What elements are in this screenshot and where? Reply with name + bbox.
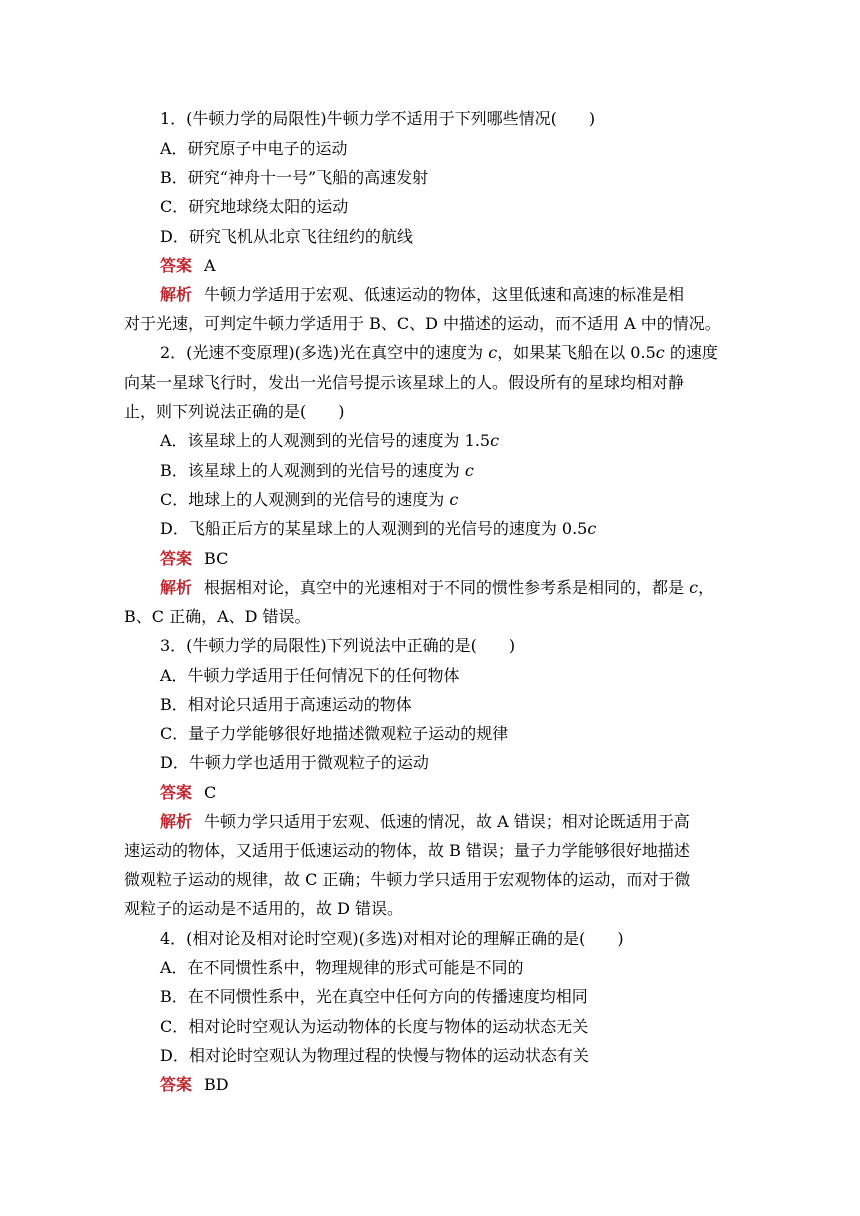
q3-stem-line-1: 3．(牛顿力学的局限性)下列说法中正确的是( ) bbox=[160, 636, 516, 655]
q2-stem-line-2: 向某一星球飞行时，发出一光信号提示该星球上的人。假设所有的星球均相对静 bbox=[124, 373, 685, 392]
q3-option-b: B．相对论只适用于高速运动的物体 bbox=[160, 695, 412, 714]
q3-analysis-line-1 bbox=[160, 811, 690, 833]
analysis-label: 解析 bbox=[160, 812, 193, 831]
q4-option-d: D．相对论时空观认为物理过程的快慢与物体的运动状态有关 bbox=[160, 1046, 589, 1065]
q4-answer bbox=[160, 1074, 229, 1096]
q3-option-c: C．量子力学能够很好地描述微观粒子运动的规律 bbox=[160, 724, 509, 743]
q2-option-a: A．该星球上的人观测到的光信号的速度为 1.5c bbox=[160, 431, 500, 450]
q1-option-b: B．研究“神舟十一号”飞船的高速发射 bbox=[160, 168, 429, 187]
q2-analysis-line-2: B、C 正确，A、D 错误。 bbox=[124, 607, 311, 626]
answer-value: A bbox=[204, 256, 216, 275]
variable-c: c bbox=[689, 578, 699, 597]
variable-c: c bbox=[490, 431, 500, 450]
variable-c: c bbox=[587, 519, 597, 538]
variable-c: c bbox=[655, 343, 665, 362]
answer-label: 答案 bbox=[160, 256, 193, 275]
analysis-label: 解析 bbox=[160, 285, 193, 304]
q3-analysis-line-4: 观粒子的运动是不适用的，故 D 错误。 bbox=[124, 899, 404, 918]
answer-label: 答案 bbox=[160, 549, 193, 568]
q3-answer bbox=[160, 782, 216, 804]
q3-option-d: D．牛顿力学也适用于微观粒子的运动 bbox=[160, 753, 429, 772]
q4-option-c: C．相对论时空观认为运动物体的长度与物体的运动状态无关 bbox=[160, 1017, 589, 1036]
q2-option-b: B．该星球上的人观测到的光信号的速度为 c bbox=[160, 461, 474, 480]
answer-label: 答案 bbox=[160, 1075, 193, 1094]
answer-label: 答案 bbox=[160, 783, 193, 802]
q1-analysis-line-1 bbox=[160, 284, 684, 306]
q2-option-c: C．地球上的人观测到的光信号的速度为 c bbox=[160, 490, 459, 509]
q1-option-a: A．研究原子中电子的运动 bbox=[160, 139, 348, 158]
q3-analysis-line-2: 速运动的物体，又适用于低速运动的物体，故 B 错误；量子力学能够很好地描述 bbox=[124, 841, 690, 860]
variable-c: c bbox=[449, 490, 459, 509]
q2-option-d: D．飞船正后方的某星球上的人观测到的光信号的速度为 0.5c bbox=[160, 519, 597, 538]
analysis-text: 根据相对论，真空中的光速相对于不同的惯性参考系是相同的，都是 c， bbox=[204, 578, 715, 597]
q4-option-b: B．在不同惯性系中，光在真空中任何方向的传播速度均相同 bbox=[160, 987, 588, 1006]
analysis-label: 解析 bbox=[160, 578, 193, 597]
q1-answer bbox=[160, 255, 216, 277]
analysis-text: 牛顿力学适用于宏观、低速运动的物体，这里低速和高速的标准是相 bbox=[204, 285, 685, 304]
q2-stem-line-1: 2．(光速不变原理)(多选)光在真空中的速度为 c，如果某飞船在以 0.5c 的速度 bbox=[160, 343, 718, 362]
q1-option-c: C．研究地球绕太阳的运动 bbox=[160, 197, 349, 216]
answer-value: BC bbox=[204, 549, 229, 568]
q1-stem-line-1: 1．(牛顿力学的局限性)牛顿力学不适用于下列哪些情况( ) bbox=[160, 109, 596, 128]
q2-analysis-line-1 bbox=[160, 577, 714, 599]
answer-value: BD bbox=[204, 1075, 229, 1094]
q1-analysis-line-2: 对于光速，可判定牛顿力学适用于 B、C、D 中描述的运动，而不适用 A 中的情况。 bbox=[124, 314, 721, 333]
answer-value: C bbox=[204, 783, 217, 802]
analysis-text: 牛顿力学只适用于宏观、低速的情况，故 A 错误；相对论既适用于高 bbox=[204, 812, 690, 831]
q2-answer bbox=[160, 548, 228, 570]
q3-analysis-line-3: 微观粒子运动的规律，故 C 正确；牛顿力学只适用于宏观物体的运动，而对于微 bbox=[124, 870, 691, 889]
variable-c: c bbox=[464, 461, 474, 480]
q4-option-a: A．在不同惯性系中，物理规律的形式可能是不同的 bbox=[160, 958, 524, 977]
q4-stem-line-1: 4．(相对论及相对论时空观)(多选)对相对论的理解正确的是( ) bbox=[160, 929, 624, 948]
variable-c: c bbox=[488, 343, 498, 362]
q3-option-a: A．牛顿力学适用于任何情况下的任何物体 bbox=[160, 666, 460, 685]
q1-option-d: D．研究飞机从北京飞往纽约的航线 bbox=[160, 227, 413, 246]
q2-stem-line-3: 止，则下列说法正确的是( ) bbox=[124, 402, 345, 421]
